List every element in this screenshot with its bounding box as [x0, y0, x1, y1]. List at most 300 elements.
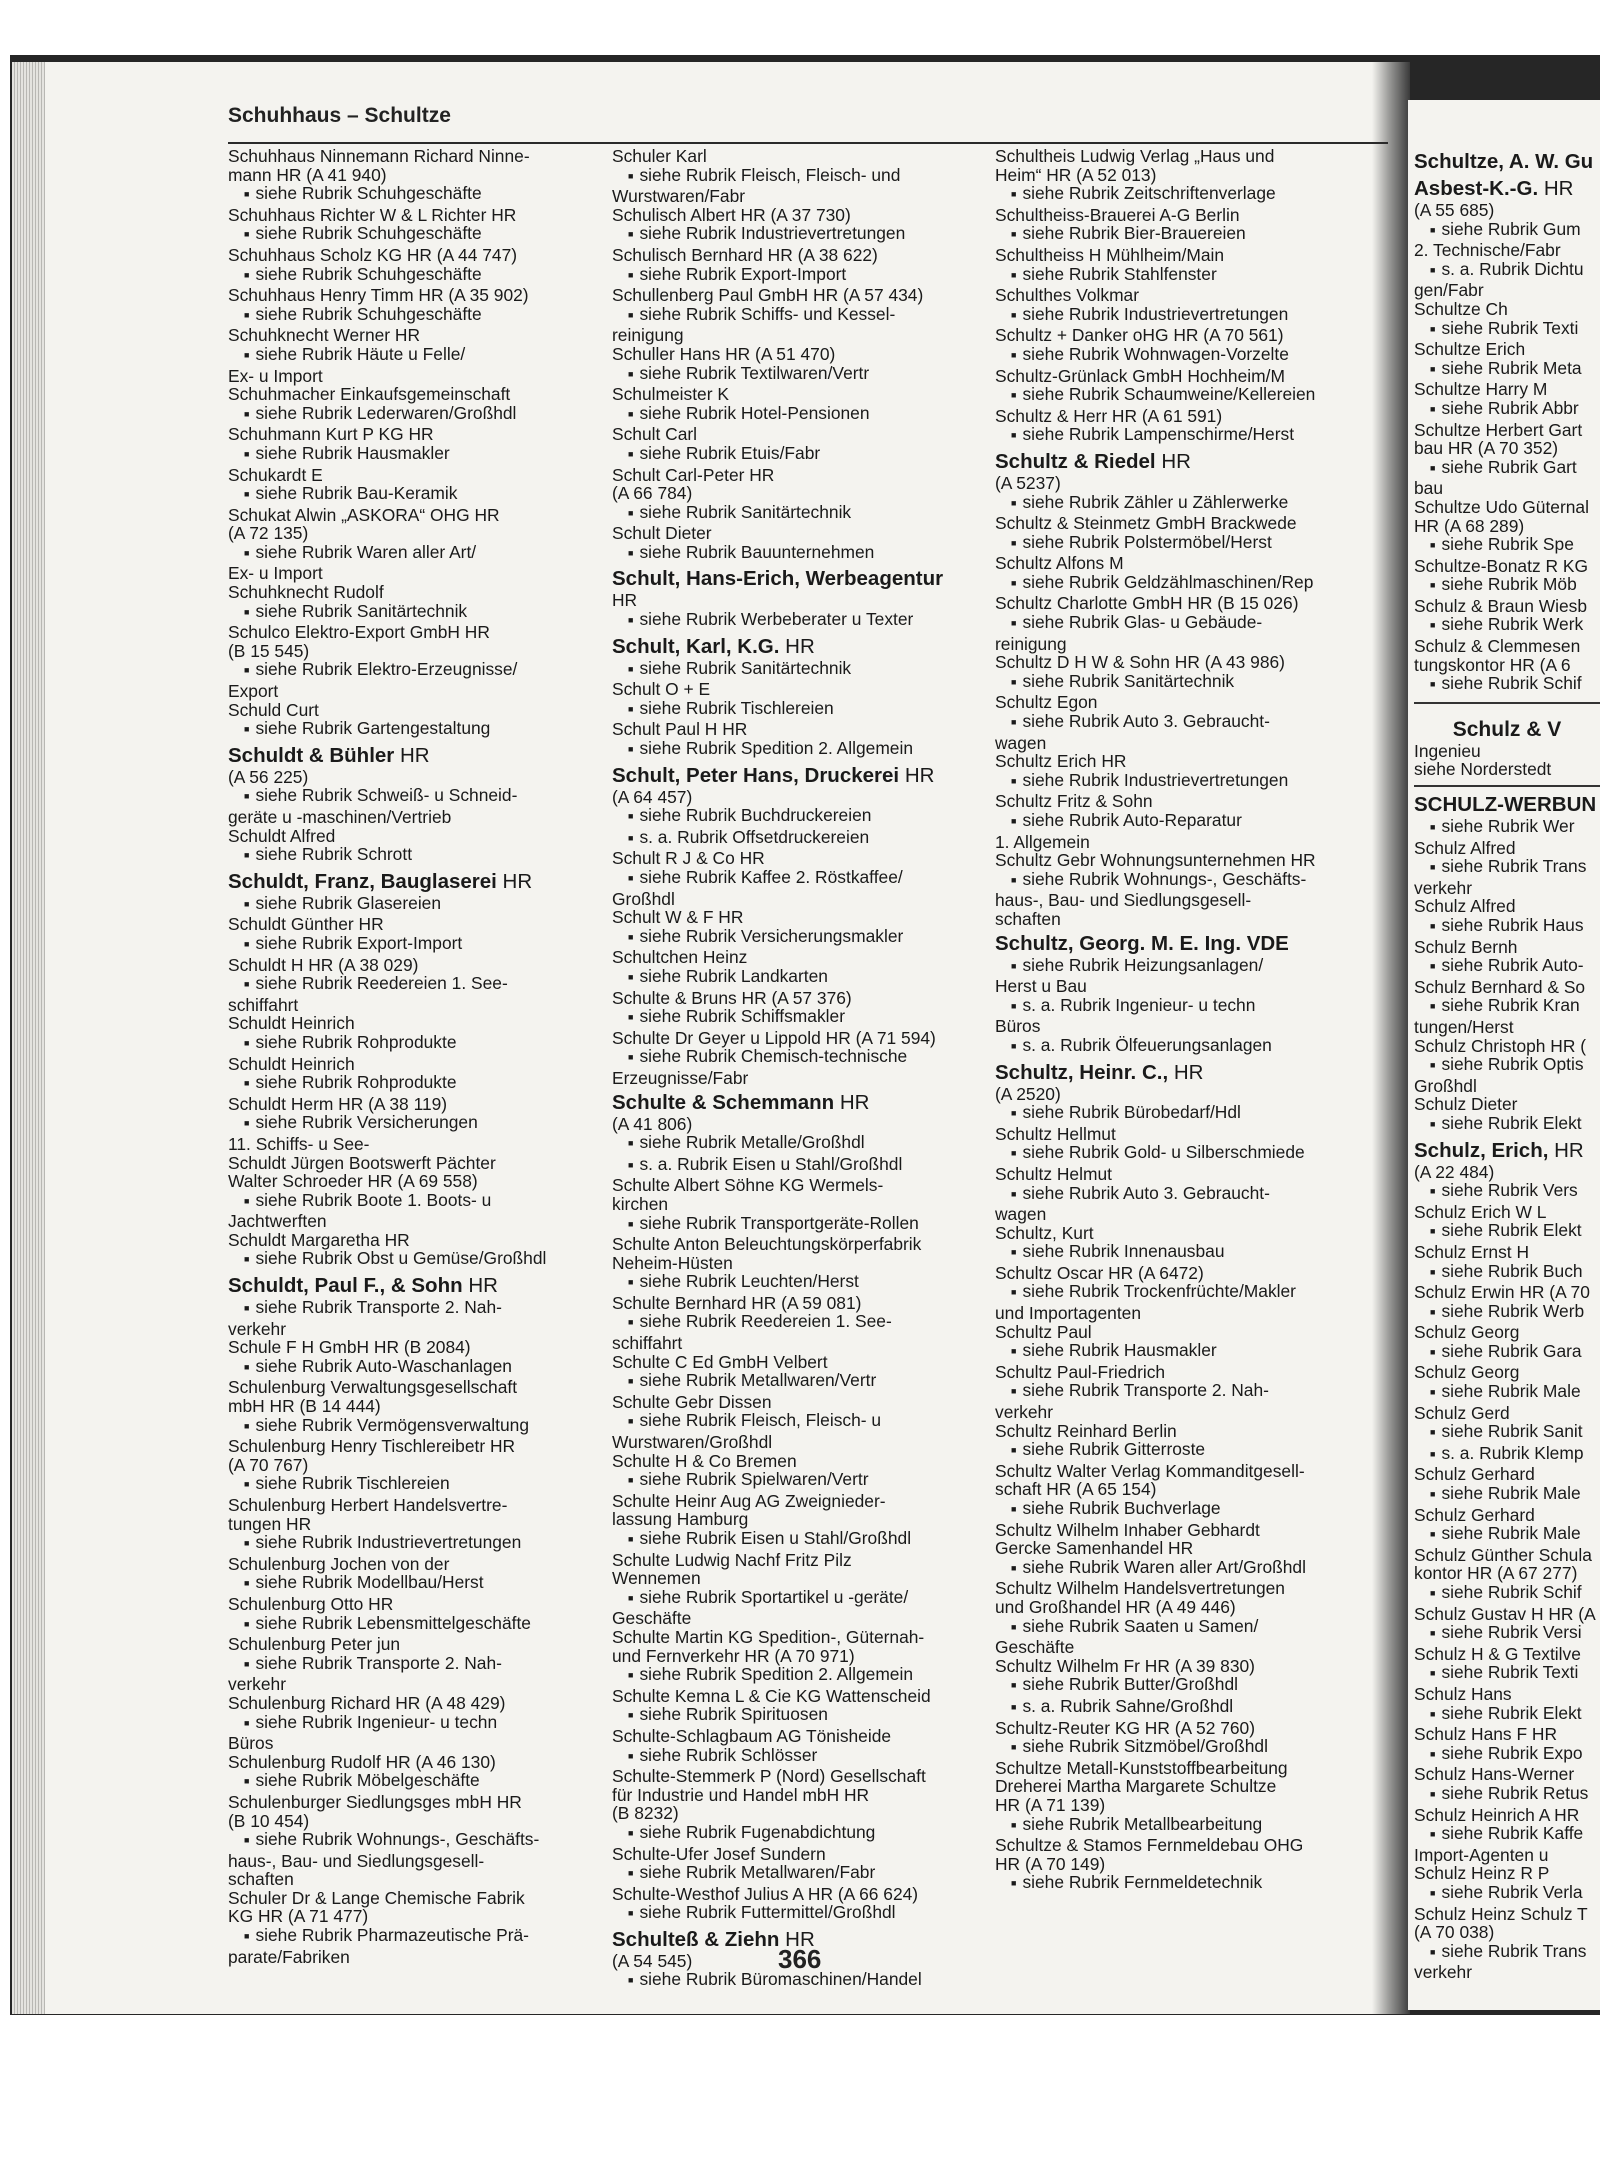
entry-line: haus-, Bau- und Siedlungsgesell- — [995, 890, 1252, 911]
entry-line: (A 70 038) — [1414, 1922, 1495, 1943]
rubrik-reference: ■ siehe Rubrik Futtermittel/Großhdl — [612, 1903, 984, 1925]
rubrik-reference: ■ siehe Rubrik Industrievertretungen — [228, 1533, 600, 1555]
rubrik-reference: ■ s. a. Rubrik Eisen u Stahl/Großhdl — [612, 1155, 984, 1177]
entry-line: Schulz Alfred — [1414, 837, 1516, 858]
rubrik-reference: ■ siehe Rubrik Expo — [1414, 1744, 1600, 1766]
rubrik-reference: ■ siehe Rubrik Waren aller Art/ — [228, 543, 600, 565]
entry-line: Schulz Gerhard — [1414, 1504, 1535, 1525]
rubrik-reference: ■ siehe Rubrik Möbelgeschäfte — [228, 1771, 600, 1793]
entry-line: Schultz & Herr HR (A 61 591) — [995, 405, 1223, 426]
rubrik-reference: ■ s. a. Rubrik Sahne/Großhdl — [995, 1697, 1373, 1719]
entry-line: Schult O + E — [612, 679, 711, 700]
entry-line: Schuler Dr & Lange Chemische Fabrik — [228, 1887, 525, 1908]
entry-line: Schulz Hans — [1414, 1683, 1512, 1704]
section-rule — [1414, 785, 1600, 787]
entry-line: (B 8232) — [612, 1803, 679, 1824]
rubrik-reference: ■ siehe Rubrik Elektro-Erzeugnisse/ — [228, 660, 600, 682]
entry-line: Erzeugnisse/Fabr — [612, 1067, 749, 1088]
rubrik-reference: ■ siehe Rubrik Retus — [1414, 1784, 1600, 1806]
entry-line: (A 22 484) — [1414, 1161, 1495, 1182]
rubrik-reference: ■ siehe Rubrik Sanitärtechnik — [995, 672, 1373, 694]
entry-line: Schultz Helmut — [995, 1163, 1112, 1184]
rubrik-reference: ■ siehe Rubrik Bau-Keramik — [228, 484, 600, 506]
entry-line: Schultz Oscar HR (A 6472) — [995, 1262, 1204, 1283]
entry-line: Walter Schroeder HR (A 69 558) — [228, 1171, 478, 1192]
entry-line: Schulz & Braun Wiesb — [1414, 595, 1588, 616]
entry-line: (A 2520) — [995, 1083, 1061, 1104]
entry-bold — [228, 744, 600, 768]
entry-line: HR — [612, 590, 638, 611]
entry-line: Schultheiss H Mühlheim/Main — [995, 244, 1225, 265]
entry-line: schiffahrt — [228, 994, 299, 1015]
rubrik-reference: ■ siehe Rubrik Male — [1414, 1484, 1600, 1506]
rubrik-reference: ■ s. a. Rubrik Klemp — [1414, 1444, 1600, 1466]
rubrik-reference: ■ siehe Rubrik Auto 3. Gebraucht- — [995, 1184, 1373, 1206]
entry-line: Schulenburg Verwaltungsgesellschaft — [228, 1377, 518, 1398]
entry-line: Schulte Heinr Aug AG Zweignieder- — [612, 1490, 886, 1511]
entry-line: Schulz Gerhard — [1414, 1464, 1535, 1485]
entry-line: für Industrie und Handel mbH HR — [612, 1784, 870, 1805]
entry-line: Schultz + Danker oHG HR (A 70 561) — [995, 325, 1284, 346]
entry-line: Schulenburger Siedlungsges mbH HR — [228, 1791, 522, 1812]
rubrik-reference: ■ siehe Rubrik Auto-Reparatur — [995, 811, 1373, 833]
rubrik-reference: ■ siehe Rubrik Wohnungs-, Geschäfts- — [995, 870, 1373, 892]
entry-line: Schultz Charlotte GmbH HR (B 15 026) — [995, 593, 1299, 614]
rubrik-reference: ■ siehe Rubrik Trockenfrüchte/Makler — [995, 1282, 1373, 1304]
entry-line: Schultz D H W & Sohn HR (A 43 986) — [995, 652, 1285, 673]
entry-line: Schuldt Heinrich — [228, 1013, 355, 1034]
rubrik-reference: ■ siehe Rubrik Transporte 2. Nah- — [228, 1298, 600, 1320]
rubrik-reference: ■ s. a. Rubrik Ölfeuerungsanlagen — [995, 1036, 1373, 1058]
entry-line: Schulte Kemna L & Cie KG Wattenscheid — [612, 1685, 931, 1706]
column-1 — [228, 146, 600, 1967]
column-3 — [995, 147, 1373, 1927]
entry-line: (A 64 457) — [612, 786, 693, 807]
rubrik-reference: ■ siehe Rubrik Glasereien — [228, 894, 600, 916]
entry-line: Schulte H & Co Bremen — [612, 1450, 797, 1471]
entry-line: Schulte Albert Söhne KG Wermels- — [612, 1175, 884, 1196]
rubrik-reference: ■ siehe Rubrik Werk — [1414, 615, 1600, 637]
entry-line: tungen/Herst — [1414, 1016, 1514, 1037]
rubrik-reference: ■ siehe Rubrik Büromaschinen/Handel — [612, 1970, 984, 1992]
entry-line: Schulz Hans-Werner — [1414, 1764, 1575, 1785]
rubrik-reference: ■ siehe Rubrik Heizungsanlagen/ — [995, 956, 1373, 978]
entry-line: Schuhhaus Richter W & L Richter HR — [228, 204, 517, 225]
entry-line: verkehr — [1414, 1962, 1472, 1983]
entry-line: reinigung — [612, 325, 684, 346]
entry-line: HR (A 71 139) — [995, 1794, 1106, 1815]
entry-line: Büros — [995, 1016, 1041, 1037]
entry-line: Schulte-Ufer Josef Sundern — [612, 1843, 826, 1864]
rubrik-reference: ■ siehe Rubrik Fleisch, Fleisch- und — [612, 166, 984, 188]
entry-bold — [995, 1061, 1373, 1085]
rubrik-reference: ■ siehe Rubrik Sportartikel u -geräte/ — [612, 1588, 984, 1610]
rubrik-reference: ■ siehe Rubrik Gum — [1414, 220, 1600, 242]
rubrik-reference: ■ siehe Rubrik Optis — [1414, 1055, 1600, 1077]
rubrik-reference: ■ siehe Rubrik Werbeberater u Texter — [612, 610, 984, 632]
entry-line: Schult Paul H HR — [612, 719, 748, 740]
rubrik-reference: ■ siehe Rubrik Industrievertretungen — [995, 305, 1373, 327]
entry-line: Schulz Georg — [1414, 1322, 1520, 1343]
entry-bold — [995, 932, 1373, 956]
entry-line: Schulz Hans F HR — [1414, 1724, 1558, 1745]
entry-bold — [1414, 793, 1600, 817]
rubrik-reference: ■ siehe Rubrik Fleisch, Fleisch- u — [612, 1411, 984, 1433]
entry-line: Schuldt Günther HR — [228, 914, 384, 935]
entry-line: Schuhhaus Scholz KG HR (A 44 747) — [228, 244, 518, 265]
entry-line: kirchen — [612, 1193, 669, 1214]
entry-line: Schultze Harry M — [1414, 379, 1548, 400]
rubrik-reference: ■ siehe Rubrik Export-Import — [228, 934, 600, 956]
entry-line: Schult Carl-Peter HR — [612, 464, 775, 485]
entry-line: (A 55 685) — [1414, 200, 1495, 220]
entry-register: HR — [1161, 449, 1191, 473]
entry-line: Geschäfte — [995, 1637, 1075, 1658]
entry-line: Schultz & Steinmetz GmbH Brackwede — [995, 513, 1297, 534]
entry-line: Ex- u Import — [228, 365, 323, 386]
rubrik-reference: ■ siehe Rubrik Metallbearbeitung — [995, 1815, 1373, 1837]
entry-line: Schult Carl — [612, 424, 698, 445]
entry-bold — [995, 450, 1373, 474]
entry-line: Schultze Herbert Gart — [1414, 419, 1583, 440]
rubrik-reference: ■ siehe Rubrik Hausmakler — [228, 444, 600, 466]
entry-line: Wurstwaren/Fabr — [612, 186, 746, 207]
rubrik-reference: ■ siehe Rubrik Metalle/Großhdl — [612, 1133, 984, 1155]
rubrik-reference: ■ siehe Rubrik Vers — [1414, 1181, 1600, 1203]
rubrik-reference: ■ siehe Rubrik Sitzmöbel/Großhdl — [995, 1737, 1373, 1759]
rubrik-reference: ■ siehe Rubrik Gara — [1414, 1342, 1600, 1364]
rubrik-reference: ■ siehe Rubrik Versicherungen — [228, 1113, 600, 1135]
rubrik-reference: ■ siehe Rubrik Polstermöbel/Herst — [995, 533, 1373, 555]
entry-line: verkehr — [228, 1318, 286, 1339]
entry-line: Schultchen Heinz — [612, 947, 748, 968]
entry-line: Schulz Heinz R P — [1414, 1863, 1550, 1884]
entry-line: Export — [228, 681, 279, 702]
rubrik-reference: ■ siehe Rubrik Trans — [1414, 1942, 1600, 1964]
rubrik-reference: ■ siehe Rubrik Gold- u Silberschmiede — [995, 1143, 1373, 1165]
rubrik-reference: ■ siehe Rubrik Schlösser — [612, 1746, 984, 1768]
entry-line: Schulte & Bruns HR (A 57 376) — [612, 987, 852, 1008]
entry-line: Schulte Martin KG Spedition-, Güternah- — [612, 1626, 925, 1647]
rubrik-reference: ■ siehe Rubrik Bürobedarf/Hdl — [995, 1103, 1373, 1125]
entry-bold — [228, 870, 600, 894]
column-4 — [1414, 147, 1600, 1983]
entry-line: Schultz Wilhelm Fr HR (A 39 830) — [995, 1655, 1255, 1676]
entry-line: Schulte Ludwig Nachf Fritz Pilz — [612, 1549, 852, 1570]
entry-line: Ingenieu — [1414, 740, 1481, 761]
entry-line: Heim“ HR (A 52 013) — [995, 164, 1157, 185]
entry-line: Schultz Reinhard Berlin — [995, 1420, 1177, 1441]
entry-line: und Großhandel HR (A 49 446) — [995, 1596, 1236, 1617]
entry-line: Schulenburg Henry Tischlereibetr HR — [228, 1436, 516, 1457]
entry-line: Schultze Ch — [1414, 298, 1508, 319]
display-ad-title: Schulz & V — [1452, 717, 1562, 741]
rubrik-reference: ■ siehe Rubrik Wohnungs-, Geschäfts- — [228, 1830, 600, 1852]
entry-line: und Fernverkehr HR (A 70 971) — [612, 1645, 855, 1666]
rubrik-reference: ■ siehe Rubrik Sanitärtechnik — [612, 503, 984, 525]
rubrik-reference: ■ siehe Rubrik Abbr — [1414, 399, 1600, 421]
entry-line: Schullenberg Paul GmbH HR (A 57 434) — [612, 285, 924, 306]
entry-line: Schultze-Bonatz R KG — [1414, 555, 1588, 576]
entry-line: mbH HR (B 14 444) — [228, 1396, 381, 1417]
rubrik-reference: ■ siehe Rubrik Tischlereien — [612, 699, 984, 721]
rubrik-reference: ■ siehe Rubrik Spedition 2. Allgemein — [612, 1665, 984, 1687]
entry-register: HR — [904, 763, 935, 787]
entry-name: Schult, Hans-Erich, Werbeagentur — [612, 567, 944, 591]
rubrik-reference: ■ siehe Rubrik Stahlfenster — [995, 265, 1373, 287]
rubrik-reference: ■ siehe Rubrik Spe — [1414, 535, 1600, 557]
rubrik-reference: ■ siehe Rubrik Schif — [1414, 1583, 1600, 1605]
entry-line: verkehr — [228, 1674, 286, 1695]
entry-line: Schulenburg Otto HR — [228, 1593, 394, 1614]
entry-line: Gercke Samenhandel HR — [995, 1538, 1194, 1559]
entry-line: Schulz Günther Schula — [1414, 1544, 1592, 1565]
entry-line: schaften — [228, 1869, 294, 1890]
rubrik-reference: ■ siehe Rubrik Verla — [1414, 1883, 1600, 1905]
rubrik-reference: ■ siehe Rubrik Schuhgeschäfte — [228, 184, 600, 206]
entry-line: Schulte-Schlagbaum AG Tönisheide — [612, 1725, 892, 1746]
rubrik-reference: ■ siehe Rubrik Wer — [1414, 817, 1600, 839]
rubrik-reference: ■ siehe Rubrik Hotel-Pensionen — [612, 404, 984, 426]
entry-line: Schultz Walter Verlag Kommanditgesell- — [995, 1460, 1305, 1481]
rubrik-reference: ■ s. a. Rubrik Offsetdruckereien — [612, 828, 984, 850]
rubrik-reference: ■ siehe Rubrik Lebensmittelgeschäfte — [228, 1614, 600, 1636]
rubrik-reference: ■ siehe Rubrik Fernmeldetechnik — [995, 1873, 1373, 1895]
entry-line: (A 66 784) — [612, 483, 693, 504]
entry-line: lassung Hamburg — [612, 1509, 749, 1530]
rubrik-reference: ■ siehe Rubrik Häute u Felle/ — [228, 345, 600, 367]
entry-line: HR (A 68 289) — [1414, 515, 1525, 536]
rubrik-reference: ■ siehe Rubrik Boote 1. Boots- u — [228, 1191, 600, 1213]
entry-line: Jachtwerften — [228, 1211, 327, 1232]
entry-line: Wurstwaren/Großhdl — [612, 1432, 773, 1453]
entry-line: (A 5237) — [995, 472, 1061, 493]
entry-line: Schultze Metall-Kunststoffbearbeitung — [995, 1757, 1288, 1778]
entry-line: verkehr — [1414, 877, 1472, 898]
entry-line: Schuldt Margaretha HR — [228, 1229, 410, 1250]
entry-register: HR — [400, 743, 430, 767]
entry-line: Schuler Karl — [612, 146, 707, 166]
rubrik-reference: ■ siehe Rubrik Elekt — [1414, 1221, 1600, 1243]
entry-line: Schuller Hans HR (A 51 470) — [612, 343, 836, 364]
rubrik-reference: ■ siehe Rubrik Waren aller Art/Großhdl — [995, 1558, 1373, 1580]
rubrik-reference: ■ siehe Rubrik Elekt — [1414, 1704, 1600, 1726]
rubrik-reference: ■ siehe Rubrik Buchverlage — [995, 1499, 1373, 1521]
rubrik-reference: ■ siehe Rubrik Spirituosen — [612, 1705, 984, 1727]
entry-line: Schulz Georg — [1414, 1362, 1520, 1383]
entry-line: reinigung — [995, 633, 1067, 654]
entry-name: SCHULZ-WERBUN — [1414, 793, 1597, 817]
entry-line: Schultz Alfons M — [995, 553, 1124, 574]
rubrik-reference: ■ siehe Rubrik Spielwaren/Vertr — [612, 1470, 984, 1492]
entry-line: Schulz Heinz Schulz T — [1414, 1903, 1588, 1924]
rubrik-reference: ■ siehe Rubrik Pharmazeutische Prä- — [228, 1926, 600, 1948]
entry-register: HR — [785, 1927, 815, 1951]
entry-line: Schuldt Alfred — [228, 825, 336, 846]
entry-line: Schuldt Heinrich — [228, 1053, 355, 1074]
entry-line: Schulte-Stemmerk P (Nord) Gesellschaft — [612, 1766, 926, 1787]
entry-line: Wennemen — [612, 1568, 701, 1589]
rubrik-reference: ■ siehe Rubrik Meta — [1414, 359, 1600, 381]
entry-line: Schuld Curt — [228, 699, 319, 720]
entry-line: Schuhknecht Rudolf — [228, 582, 384, 603]
rubrik-reference: ■ siehe Rubrik Male — [1414, 1382, 1600, 1404]
entry-bold — [612, 635, 984, 659]
rubrik-reference: ■ siehe Rubrik Kaffe — [1414, 1824, 1600, 1846]
entry-line: Import-Agenten u — [1414, 1844, 1549, 1865]
entry-line: (A 54 545) — [612, 1950, 693, 1971]
rubrik-reference: ■ siehe Rubrik Male — [1414, 1524, 1600, 1546]
rubrik-reference: ■ siehe Rubrik Gitterroste — [995, 1440, 1373, 1462]
entry-line: Schultz Erich HR — [995, 751, 1127, 772]
rubrik-reference: ■ siehe Rubrik Tischlereien — [228, 1474, 600, 1496]
rubrik-reference: ■ siehe Rubrik Schuhgeschäfte — [228, 224, 600, 246]
entry-line: Schultz Wilhelm Handelsvertretungen — [995, 1578, 1285, 1599]
entry-name: Schuldt, Paul F., & Sohn — [228, 1274, 463, 1298]
entry-line: Schultheis Ludwig Verlag „Haus und — [995, 146, 1275, 166]
entry-line: Schultze Udo Güternal — [1414, 496, 1589, 517]
rubrik-reference: ■ siehe Rubrik Innenausbau — [995, 1242, 1373, 1264]
entry-name: Schulz, Erich, — [1414, 1138, 1549, 1162]
entry-line: Schultze Erich — [1414, 339, 1526, 360]
rubrik-reference: ■ siehe Rubrik Versicherungsmakler — [612, 927, 984, 949]
entry-line: bau HR (A 70 352) — [1414, 438, 1559, 459]
entry-bold — [612, 567, 984, 591]
entry-line: Schuhmacher Einkaufsgemeinschaft — [228, 384, 511, 405]
entry-line: Schultz Fritz & Sohn — [995, 791, 1153, 812]
running-header: Schuhhaus – Schultze — [228, 104, 451, 127]
entry-line: Geschäfte — [612, 1608, 692, 1629]
entry-line: Schulz Gerd — [1414, 1402, 1510, 1423]
rubrik-reference: ■ siehe Rubrik Lampenschirme/Herst — [995, 425, 1373, 447]
rubrik-reference: ■ siehe Rubrik Schweiß- u Schneid- — [228, 786, 600, 808]
entry-line: Schultze & Stamos Fernmeldebau OHG — [995, 1835, 1304, 1856]
rubrik-reference: ■ siehe Rubrik Möb — [1414, 575, 1600, 597]
entry-name: Schuldt, Franz, Bauglaserei — [228, 869, 497, 893]
rubrik-reference: ■ siehe Rubrik Werb — [1414, 1302, 1600, 1324]
entry-line: Schulco Elektro-Export GmbH HR — [228, 622, 490, 643]
entry-name: Schultz, Heinr. C., — [995, 1060, 1169, 1084]
rubrik-reference: ■ siehe Rubrik Auto 3. Gebraucht- — [995, 712, 1373, 734]
entry-line: Neheim-Hüsten — [612, 1252, 733, 1273]
entry-register: HR — [468, 1274, 498, 1298]
section-rule — [1414, 702, 1600, 704]
entry-line: 1. Allgemein — [995, 831, 1090, 852]
rubrik-reference: ■ siehe Rubrik Butter/Großhdl — [995, 1675, 1373, 1697]
entry-line: Schulte Anton Beleuchtungskörperfabrik — [612, 1234, 922, 1255]
entry-line: Schulenburg Jochen von der — [228, 1553, 450, 1574]
rubrik-reference: ■ siehe Rubrik Wohnwagen-Vorzelte — [995, 345, 1373, 367]
entry-line: Schultz-Grünlack GmbH Hochheim/M — [995, 365, 1285, 386]
rubrik-reference: ■ siehe Rubrik Industrievertretungen — [612, 224, 984, 246]
entry-name: Schulte & Schemmann — [612, 1090, 835, 1114]
entry-line: Schukat Alwin „ASKORA“ OHG HR — [228, 504, 500, 525]
entry-line: Dreherei Martha Margarete Schultze — [995, 1776, 1277, 1797]
entry-name: Asbest-K.-G. — [1414, 177, 1539, 200]
entry-line: Schuldt H HR (A 38 029) — [228, 954, 419, 975]
entry-line: Schuhknecht Werner HR — [228, 325, 421, 346]
rubrik-reference: ■ siehe Rubrik Rohprodukte — [228, 1073, 600, 1095]
entry-line: Schult W & F HR — [612, 907, 744, 928]
rubrik-reference: ■ siehe Rubrik Texti — [1414, 1663, 1600, 1685]
entry-line: parate/Fabriken — [228, 1946, 350, 1967]
entry-line: Schulz Erich W L — [1414, 1201, 1547, 1222]
entry-line: wagen — [995, 1204, 1047, 1225]
entry-line: Schulthes Volkmar — [995, 285, 1140, 306]
entry-line: Schulz Alfred — [1414, 896, 1516, 917]
entry-line: Schulz H & G Textilve — [1414, 1643, 1581, 1664]
entry-name: Schultz & Riedel — [995, 449, 1156, 473]
rubrik-reference: ■ siehe Rubrik Chemisch-technische — [612, 1047, 984, 1069]
entry-name: Schultze, A. W. Gu — [1414, 150, 1594, 173]
entry-bold — [612, 764, 984, 788]
entry-register: HR — [785, 634, 815, 658]
entry-line: Schuhhaus Ninnemann Richard Ninne- — [228, 146, 530, 166]
entry-line: Schulz Gustav H HR (A — [1414, 1603, 1596, 1624]
entry-line: Ex- u Import — [228, 563, 323, 584]
entry-line: Schultz Paul-Friedrich — [995, 1361, 1166, 1382]
rubrik-reference: ■ siehe Rubrik Obst u Gemüse/Großhdl — [228, 1249, 600, 1271]
rubrik-reference: ■ siehe Rubrik Hausmakler — [995, 1341, 1373, 1363]
entry-line: 2. Technische/Fabr — [1414, 240, 1561, 261]
entry-line: (A 70 767) — [228, 1454, 309, 1475]
entry-line: Schuldt Jürgen Bootswerft Pächter — [228, 1152, 496, 1173]
entry-line: Schule F H GmbH HR (B 2084) — [228, 1337, 471, 1358]
entry-line: tungskontor HR (A 6 — [1414, 654, 1571, 675]
entry-line: 11. Schiffs- u See- — [228, 1133, 370, 1154]
entry-bold — [1414, 1139, 1600, 1163]
entry-bold — [1414, 150, 1600, 174]
rubrik-reference: ■ siehe Rubrik Schaumweine/Kellereien — [995, 385, 1373, 407]
entry-name: Schultz, Georg. M. E. Ing. VDE — [995, 931, 1289, 955]
entry-line: Schult R J & Co HR — [612, 848, 765, 869]
entry-name: Schult, Karl, K.G. — [612, 634, 780, 658]
entry-line: Schuhhaus Henry Timm HR (A 35 902) — [228, 285, 529, 306]
entry-line: Schulz Erwin HR (A 70 — [1414, 1282, 1590, 1303]
entry-line: HR (A 70 149) — [995, 1853, 1106, 1874]
entry-line: (A 72 135) — [228, 523, 309, 544]
entry-line: geräte u -maschinen/Vertrieb — [228, 807, 452, 827]
rubrik-reference: ■ siehe Rubrik Kran — [1414, 996, 1600, 1018]
rubrik-reference: ■ siehe Rubrik Schif — [1414, 674, 1600, 696]
entry-line: Schultz Gebr Wohnungsunternehmen HR — [995, 850, 1316, 871]
entry-line: Schulte Dr Geyer u Lippold HR (A 71 594) — [612, 1027, 936, 1048]
rubrik-reference: ■ siehe Rubrik Kaffee 2. Röstkaffee/ — [612, 868, 984, 890]
rubrik-reference: ■ siehe Rubrik Rohprodukte — [228, 1033, 600, 1055]
entry-line: Schulenburg Herbert Handelsvertre- — [228, 1495, 508, 1515]
rubrik-reference: ■ siehe Rubrik Buch — [1414, 1262, 1600, 1284]
entry-line: Schulz Bernhard & So — [1414, 976, 1586, 997]
rubrik-reference: ■ siehe Rubrik Schuhgeschäfte — [228, 265, 600, 287]
rubrik-reference: ■ siehe Rubrik Metallwaren/Vertr — [612, 1371, 984, 1393]
entry-line: kontor HR (A 67 277) — [1414, 1563, 1578, 1584]
entry-bold — [1414, 177, 1600, 201]
rubrik-reference: ■ siehe Rubrik Eisen u Stahl/Großhdl — [612, 1529, 984, 1551]
entry-line: Schulmeister K — [612, 384, 729, 405]
entry-line: (B 10 454) — [228, 1810, 310, 1831]
rubrik-reference: ■ siehe Rubrik Textilwaren/Vertr — [612, 364, 984, 386]
rubrik-reference: ■ siehe Rubrik Transporte 2. Nah- — [995, 1381, 1373, 1403]
entry-line: Schulenburg Peter jun — [228, 1634, 401, 1655]
rubrik-reference: ■ siehe Rubrik Landkarten — [612, 967, 984, 989]
page-stack-edge — [12, 62, 48, 2014]
entry-line: Schuldt Herm HR (A 38 119) — [228, 1093, 448, 1114]
rubrik-reference: ■ siehe Rubrik Schiffsmakler — [612, 1007, 984, 1029]
entry-line: schaft HR (A 65 154) — [995, 1479, 1157, 1500]
rubrik-reference: ■ siehe Rubrik Ingenieur- u techn — [228, 1713, 600, 1735]
entry-line: Großhdl — [612, 888, 675, 909]
rubrik-reference: ■ siehe Rubrik Lederwaren/Großhdl — [228, 404, 600, 426]
